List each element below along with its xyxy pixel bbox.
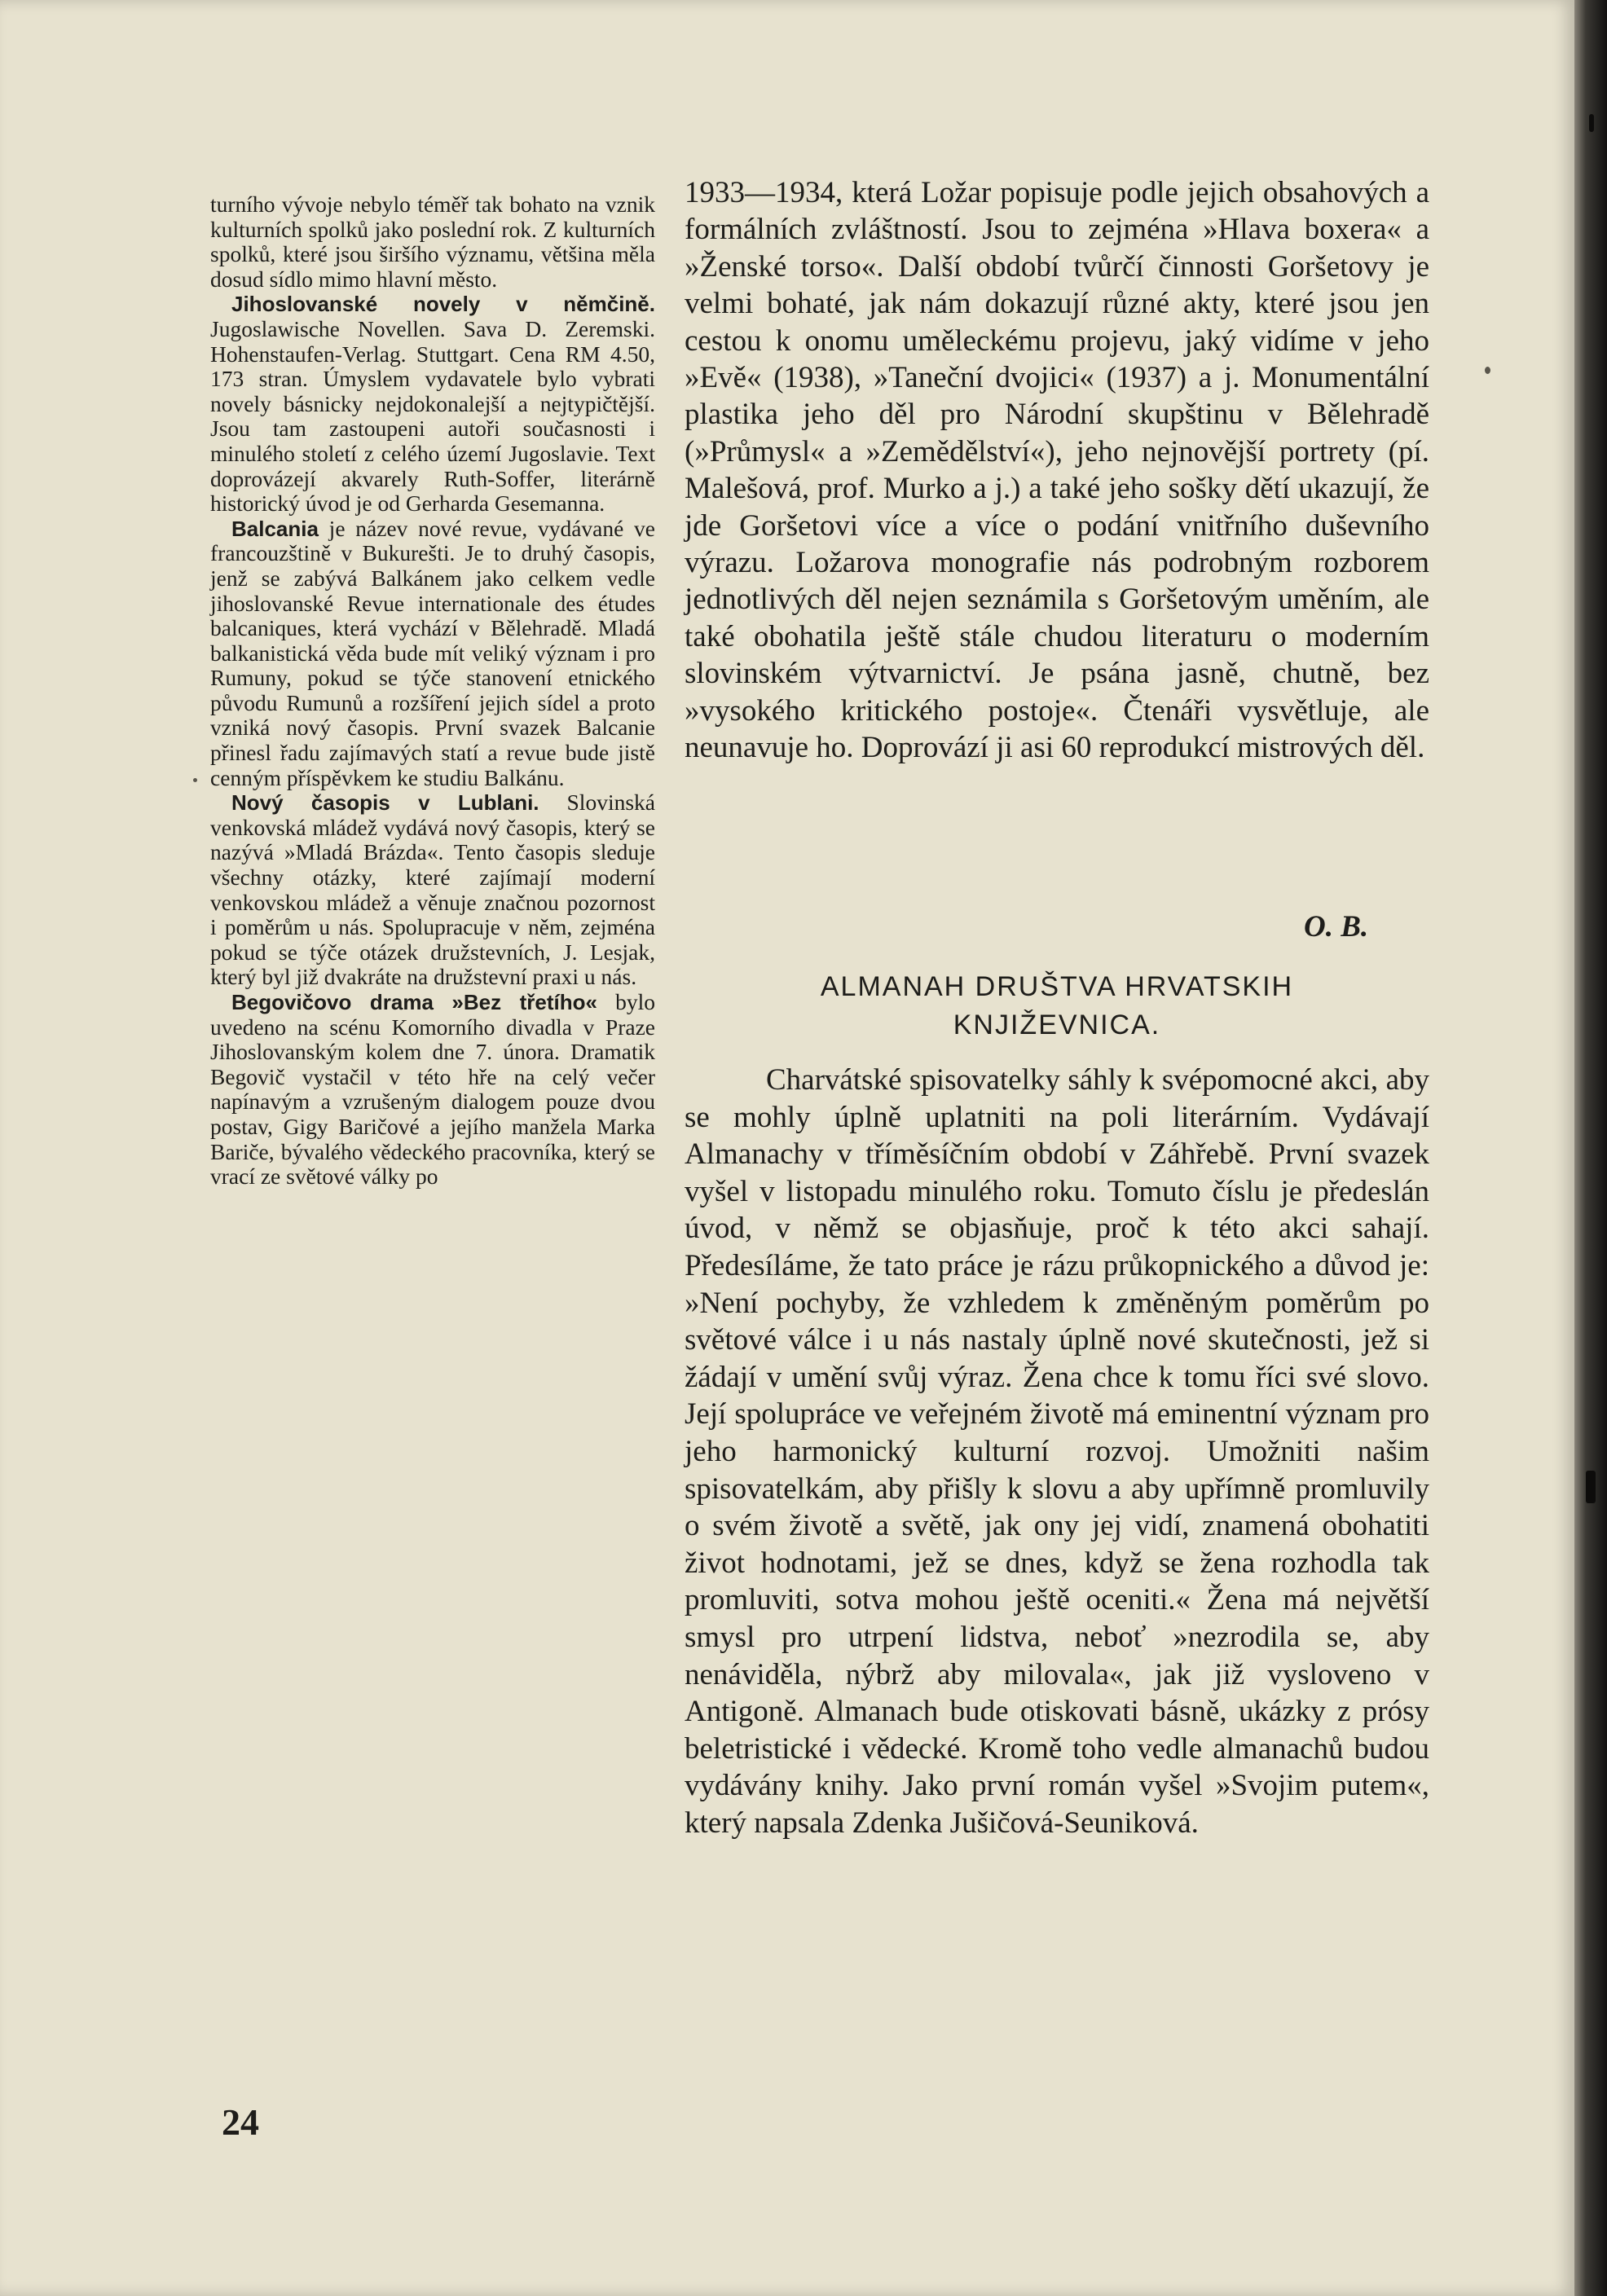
article-body: Slovinská venkovská mládež vydává nový časopis, který se nazývá »Mladá Brázda«. Tento časopis sleduje všechny otázky, které zajímají moderní venkovskou mládež a věnuje značnou pozornost i poměrům u nás. Spolupracuje v něm, zejména pokud se týče otázek družstevních, J. Lesjak, který byl již dvakráte na družstevní praxi u nás. [210, 790, 655, 990]
left-paragraph [210, 790, 655, 990]
section-heading [685, 968, 1429, 1045]
right-paragraph: 1933—1934, která Ložar popisuje podle jejich obsahových a formálních zvláštností. Jsou to zejména »Hlava boxera« a »Ženské torso«. Další období tvůrčí činnosti Goršetovy je velmi bohaté, jak nám dokazují různé akty, které jsou jen cestou k onomu uměleckému projevu, jaký vidíme v jeho »Evě« (1938), »Taneční dvojici« (1937) a j. Monumentální plastika jeho děl pro Národní skupštinu v Bělehradě (»Průmysl« a »Zemědělství«), jeho nejnovější portrety (pí. Malešová, prof. Murko a j.) a také jeho sošky dětí ukazují, že jde Goršetovi více a více o podání vnitřního duševního výrazu. Ložarova monografie nás podrobným rozborem jednotlivých děl nejen seznámila s Goršetovým uměním, ale také obohatila ještě stále chudou literaturu o moderním slovinském výtvarnictví. Je psána jasně, chutně, bez »vysokého kritického postoje«. Čtenáři vysvětluje, ale neunavuje ho. Doprovází ji asi 60 reprodukcí mistrových děl. [685, 176, 1429, 765]
right-column-bottom [685, 1062, 1429, 1841]
heading-line: ALMANAH DRUŠTVA HRVATSKIH [820, 971, 1294, 1002]
left-paragraph: turního vývoje nebylo téměř tak bohato na vznik kulturních spolků jako poslední rok. Z kulturních spolků, které jsou širšího významu, většina měla dosud sídlo mimo hlavní město. [210, 191, 655, 292]
article-title: Balcania [231, 516, 319, 541]
page-edge-shadow [1574, 0, 1607, 2296]
left-paragraph [210, 517, 655, 791]
page-number: 24 [222, 2101, 259, 2143]
ink-speck [1485, 367, 1490, 374]
author-signature: O. B. [1304, 910, 1369, 943]
ink-speck [193, 778, 197, 782]
article-body: bylo uvedeno na scénu Komorního divadla v Praze Jihoslovanským kolem dne 7. února. Dramatik Begovič vystačil v této hře na celý večer napínavým a vzrušeným dialogem pouze dvou postav, Gigy Baričové a jejího manžela Marka Bariče, bývalého vědeckého pracovníka, který se vrací ze světové války po [210, 989, 655, 1190]
article-body: je název nové revue, vydávané ve francouzštině v Bukurešti. Je to druhý časopis, jenž se zabývá Balkánem jako celkem vedle jihoslovanské Revue internationale des études balcaniques, která vychází v Bělehradě. Mladá balkanistická věda bude mít veliký význam i pro Rumuny, pokud se týče stanovení etnického původu Rumunů a rozšíření jejich sídel a proto vzniká nový časopis. První svazek Balcanie přinesl řadu zajímavých statí a revue bude jistě cenným příspěvkem ke studiu Balkánu. [210, 515, 655, 790]
binding-mark [1586, 1471, 1596, 1503]
article-title: Nový časopis v Lublani. [231, 790, 539, 816]
article-title: Jihoslovanské novely v němčině. [231, 292, 655, 317]
article-title: Begovičovo drama »Bez třetího« [231, 990, 597, 1014]
right-paragraph: Charvátské spisovatelky sáhly k svépomocné akci, aby se mohly úplně uplatniti na poli literárním. Vydávají Almanachy v tříměsíčním období v Záhřebě. První svazek vyšel v listopadu minulého roku. Tomuto číslu je předeslán úvod, v němž se objasňuje, proč k této akci sahají. Předesíláme, že tato práce je rázu průkopnického a důvod je: »Není pochyby, že vzhledem k změněným poměrům po světové válce i u nás nastaly úplně nové skutečnosti, jež si žádají v umění svůj výraz. Žena chce k tomu říci své slovo. Její spolupráce ve veřejném životě má eminentní význam pro jeho harmonický kulturní rozvoj. Umožniti našim spisovatelkám, aby přišly k slovu a aby upřímně promluvily o svém životě a světě, jak ony jej vidí, znamená obohatiti život hodnotami, jež se dnes, když se žena rozhodla tak promluviti, sotva mohou ještě oceniti.« Žena má největší smysl pro utrpení lidstva, neboť »nezrodila se, aby nenáviděla, nýbrž aby milovala«, jak již vysloveno v Antigoně. Almanach bude otiskovati básně, ukázky z prósy beletristické i vědecké. Kromě toho vedle almanachů budou vydávány knihy. Jako první román vyšel »Svojim putem«, který napsala Zdenka Jušičová-Seuniková. [685, 1063, 1429, 1840]
left-paragraph [210, 292, 655, 516]
binding-mark [1589, 114, 1594, 132]
heading-line: KNJIŽEVNICA. [953, 1009, 1161, 1040]
left-paragraph [210, 990, 655, 1190]
right-column-top [685, 174, 1429, 767]
article-body: Jugoslawische Novellen. Sava D. Zeremski. Hohenstaufen-Verlag. Stuttgart. Cena RM 4.50, 173 stran. Úmyslem vydavatele bylo vybrati novely básnicky nejdokonalejší a nejtypičtější. Jsou tam zastoupeni autoři současnosti i minulého století z celého území Jugoslavie. Text doprovázejí akvarely Ruth-Soffer, literárně historický úvod je od Gerharda Gesemanna. [210, 315, 655, 517]
left-column [210, 192, 655, 1190]
